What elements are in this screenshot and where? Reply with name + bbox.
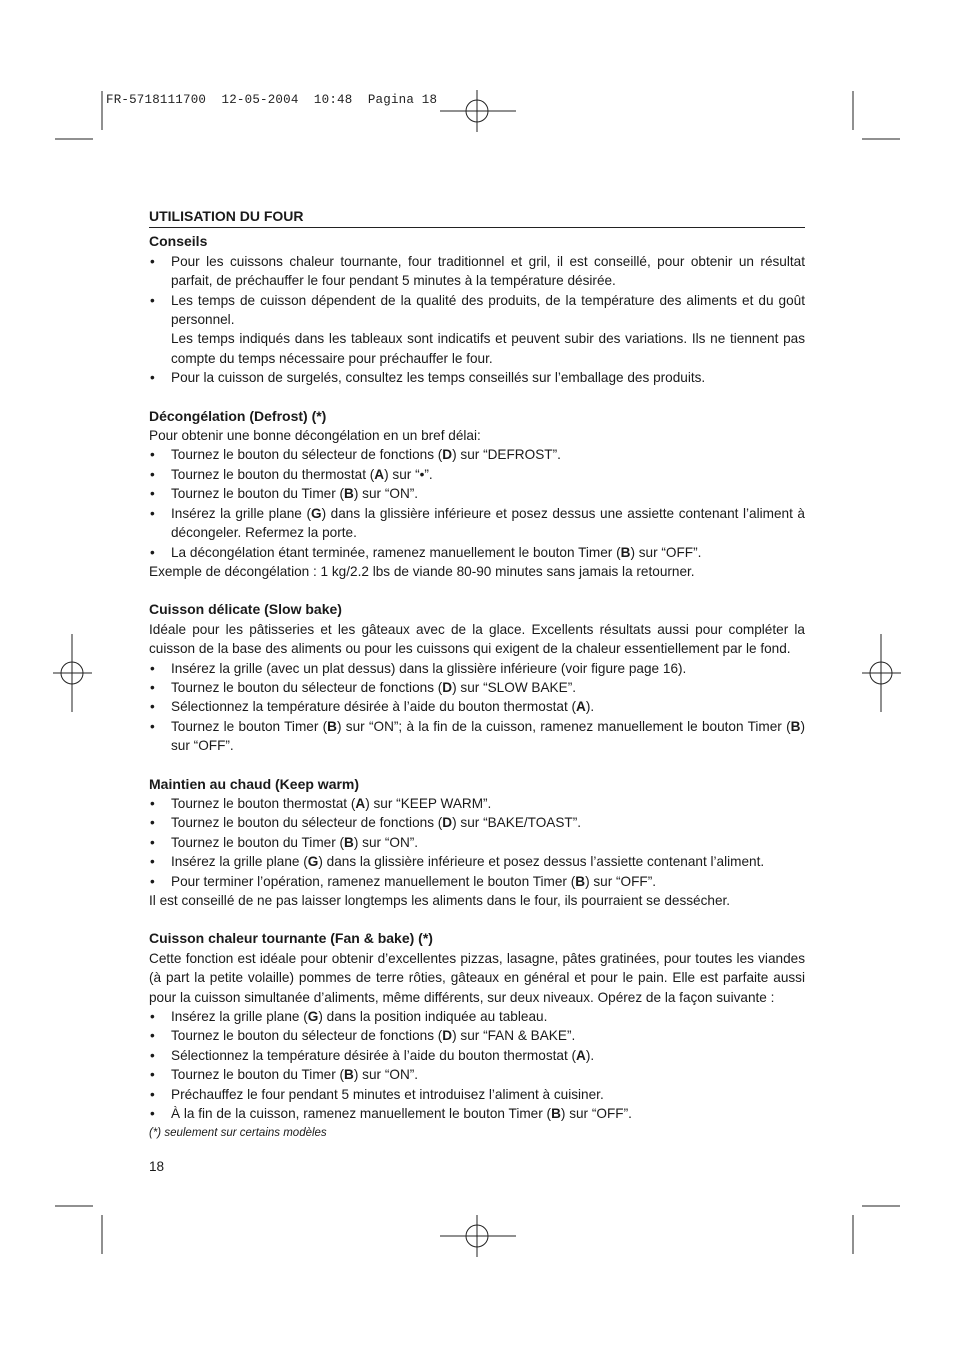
bullet-list	[149, 368, 805, 387]
list-item-text: La décongélation étant terminée, ramenez manuellement le bouton Timer (	[171, 544, 621, 560]
list-item-text: ) sur “ON”.	[353, 834, 419, 850]
control-letter: D	[442, 1028, 453, 1044]
list-item-text: Insérez la grille plane (	[171, 505, 311, 521]
list-item	[149, 1065, 805, 1084]
list-item-text: Tournez le bouton du sélecteur de fonctions (	[171, 447, 443, 463]
section-slow-bake	[149, 600, 805, 755]
list-item-text: Préchauffez le four pendant 5 minutes et introduisez l’aliment à cuisiner.	[171, 1086, 604, 1102]
control-letter: B	[344, 486, 354, 502]
control-letter: A	[355, 795, 366, 811]
list-item-text: ) sur “ON”.	[353, 1067, 419, 1083]
list-item	[149, 1085, 805, 1104]
paragraph: Pour obtenir une bonne décongélation en un bref délai:	[149, 428, 481, 444]
list-item-text: Insérez la grille plane (	[171, 1009, 308, 1025]
list-item-text: ) dans la glissière inférieure et posez dessus une assiette contenant l’aliment à décongeler. Refermez la porte.	[171, 505, 805, 541]
registration-mark-icon	[862, 634, 901, 712]
section-title: Cuisson chaleur tournante (Fan & bake) (*)	[149, 930, 433, 947]
list-item-text: ) dans la glissière inférieure et posez dessus l’assiette contenant l’aliment.	[318, 854, 765, 870]
list-item-text: Tournez le bouton du thermostat (	[171, 466, 375, 482]
control-letter: G	[307, 854, 319, 870]
list-item	[149, 543, 805, 562]
list-item-text: Tournez le bouton du Timer (	[171, 1067, 345, 1083]
list-item-text: ) sur “DEFROST”.	[452, 447, 561, 463]
list-item-text: À la fin de la cuisson, ramenez manuellement le bouton Timer (	[171, 1106, 552, 1122]
list-item-text: ) sur “OFF”.	[171, 718, 805, 754]
control-letter: A	[576, 699, 586, 715]
list-item-text: ) sur “ON”; à la fin de la cuisson, ramenez manuellement le bouton Timer (	[337, 718, 791, 734]
bullet-list	[149, 1007, 805, 1123]
control-letter: B	[344, 1067, 354, 1083]
list-item-text: ) dans la position indiquée au tableau.	[318, 1009, 548, 1025]
list-item	[149, 659, 805, 678]
list-item	[149, 717, 805, 756]
section-fan-bake	[149, 929, 805, 1123]
printer-header: FR-5718111700 12-05-2004 10:48 Pagina 18	[106, 93, 438, 107]
list-item-text: Tournez le bouton Timer (	[171, 718, 328, 734]
list-item	[149, 504, 805, 543]
list-item-text: Sélectionnez la température désirée à l’aide du bouton thermostat (	[171, 1047, 577, 1063]
list-item-text: ) sur “ON”.	[353, 486, 419, 502]
list-item-text: Sélectionnez la température désirée à l’aide du bouton thermostat (	[171, 699, 577, 715]
bullet-list	[149, 659, 805, 756]
list-item-text: ) sur “KEEP WARM”.	[365, 795, 492, 811]
list-item	[149, 465, 805, 484]
page-title-block	[149, 207, 805, 228]
list-item-text: Tournez le bouton thermostat (	[171, 795, 356, 811]
page-content	[149, 207, 805, 1142]
list-item	[149, 1046, 805, 1065]
control-letter: B	[575, 873, 586, 889]
control-letter: B	[551, 1106, 561, 1122]
control-letter: D	[442, 447, 453, 463]
list-item	[149, 484, 805, 503]
list-item	[149, 445, 805, 464]
control-letter: B	[327, 718, 337, 734]
list-item	[149, 1026, 805, 1045]
registration-mark-icon	[440, 90, 516, 132]
list-item	[149, 1007, 805, 1026]
bullet-list	[149, 445, 805, 561]
control-letter: A	[576, 1047, 586, 1063]
paragraph: Cette fonction est idéale pour obtenir d’excellentes pizzas, lasagne, pâtes gratinées, pour toutes les viandes (à part la petite volaille) pommes de terre rôties, gâteaux en général et pour le pain. Elle est parfaite aussi pour la cuisson simultanée d’aliments, même différents, sur deux niveaux. Opérez de la façon suivante :	[149, 950, 805, 1005]
list-item: • Les temps de cuisson dépendent de la qualité des produits, de la température des aliments et du goût personnel.	[149, 291, 805, 330]
list-item-text: Tournez le bouton du Timer (	[171, 486, 345, 502]
list-item-text: ) sur “BAKE/TOAST”.	[452, 815, 582, 831]
bullet-list	[149, 794, 805, 891]
section-defrost	[149, 407, 805, 582]
list-item-text: ) sur “FAN & BAKE”.	[452, 1028, 576, 1044]
list-item	[149, 872, 805, 891]
section-title: Maintien au chaud (Keep warm)	[149, 775, 360, 792]
list-item-text: ) sur “OFF”.	[560, 1106, 632, 1122]
list-item-text: ).	[585, 1047, 595, 1063]
section-title: Décongélation (Defrost) (*)	[149, 407, 327, 424]
paragraph: Il est conseillé de ne pas laisser longtemps les aliments dans le four, ils pourraient se dessécher.	[149, 893, 731, 908]
bullet-list	[149, 252, 805, 330]
list-item-text: Insérez la grille (avec un plat dessus) dans la glissière inférieure (voir figure page 16).	[171, 660, 687, 676]
control-letter: D	[442, 815, 453, 831]
list-item-text: Pour terminer l’opération, ramenez manuellement le bouton Timer (	[171, 873, 576, 889]
paragraph: Les temps indiqués dans les tableaux sont indicatifs et peuvent subir des variations. Ils ne tiennent pas compte du temps nécessaire pour préchauffer le four.	[171, 331, 805, 366]
section-title: Conseils	[149, 233, 208, 250]
list-item	[149, 833, 805, 852]
registration-mark-icon	[440, 1215, 516, 1257]
list-item	[149, 697, 805, 716]
list-item-text: Tournez le bouton du sélecteur de fonctions (	[171, 679, 443, 695]
footnote: (*) seulement sur certains modèles	[149, 1127, 327, 1140]
list-item-text: Tournez le bouton du Timer (	[171, 834, 345, 850]
list-item: • Pour la cuisson de surgelés, consultez les temps conseillés sur l’emballage des produits.	[149, 368, 805, 387]
list-item-text: Tournez le bouton du sélecteur de fonctions (	[171, 815, 443, 831]
list-item-text: Insérez la grille plane (	[171, 854, 308, 870]
list-item-text: ).	[585, 699, 595, 715]
control-letter: B	[344, 834, 354, 850]
section-keep-warm	[149, 775, 805, 911]
control-letter: B	[620, 544, 631, 560]
list-item	[149, 852, 805, 871]
section-title: Cuisson délicate (Slow bake)	[149, 601, 342, 618]
list-item	[149, 813, 805, 832]
page-number: 18	[149, 1159, 165, 1174]
list-item	[149, 678, 805, 697]
control-letter: G	[310, 505, 322, 521]
control-letter: G	[307, 1009, 319, 1025]
paragraph: Exemple de décongélation : 1 kg/2.2 lbs de viande 80-90 minutes sans jamais la retourner.	[149, 563, 695, 579]
list-item: • Pour les cuissons chaleur tournante, four traditionnel et gril, il est conseillé, pour obtenir un résultat parfait, de préchauffer le four pendant 5 minutes à la température désirée.	[149, 252, 805, 291]
page-title: UTILISATION DU FOUR	[149, 208, 304, 224]
list-item	[149, 1104, 805, 1123]
list-item-text: Tournez le bouton du sélecteur de fonctions (	[171, 1028, 443, 1044]
list-item	[149, 794, 805, 813]
paragraph: Idéale pour les pâtisseries et les gâteaux avec de la glace. Excellents résultats aussi pour compléter la cuisson de la base des aliments ou pour les cuissons qui exigent de la chaleur essentiellement par le fond.	[149, 621, 805, 657]
list-item-text: ) sur “OFF”.	[630, 544, 702, 560]
control-letter: A	[374, 466, 385, 482]
list-item-text: ) sur “•”.	[384, 466, 433, 482]
control-letter: B	[790, 718, 801, 734]
list-item-text: ) sur “SLOW BAKE”.	[452, 679, 576, 695]
list-item-text: ) sur “OFF”.	[585, 873, 657, 889]
registration-mark-icon	[53, 634, 92, 712]
control-letter: D	[442, 679, 453, 695]
section-conseils	[149, 232, 805, 387]
